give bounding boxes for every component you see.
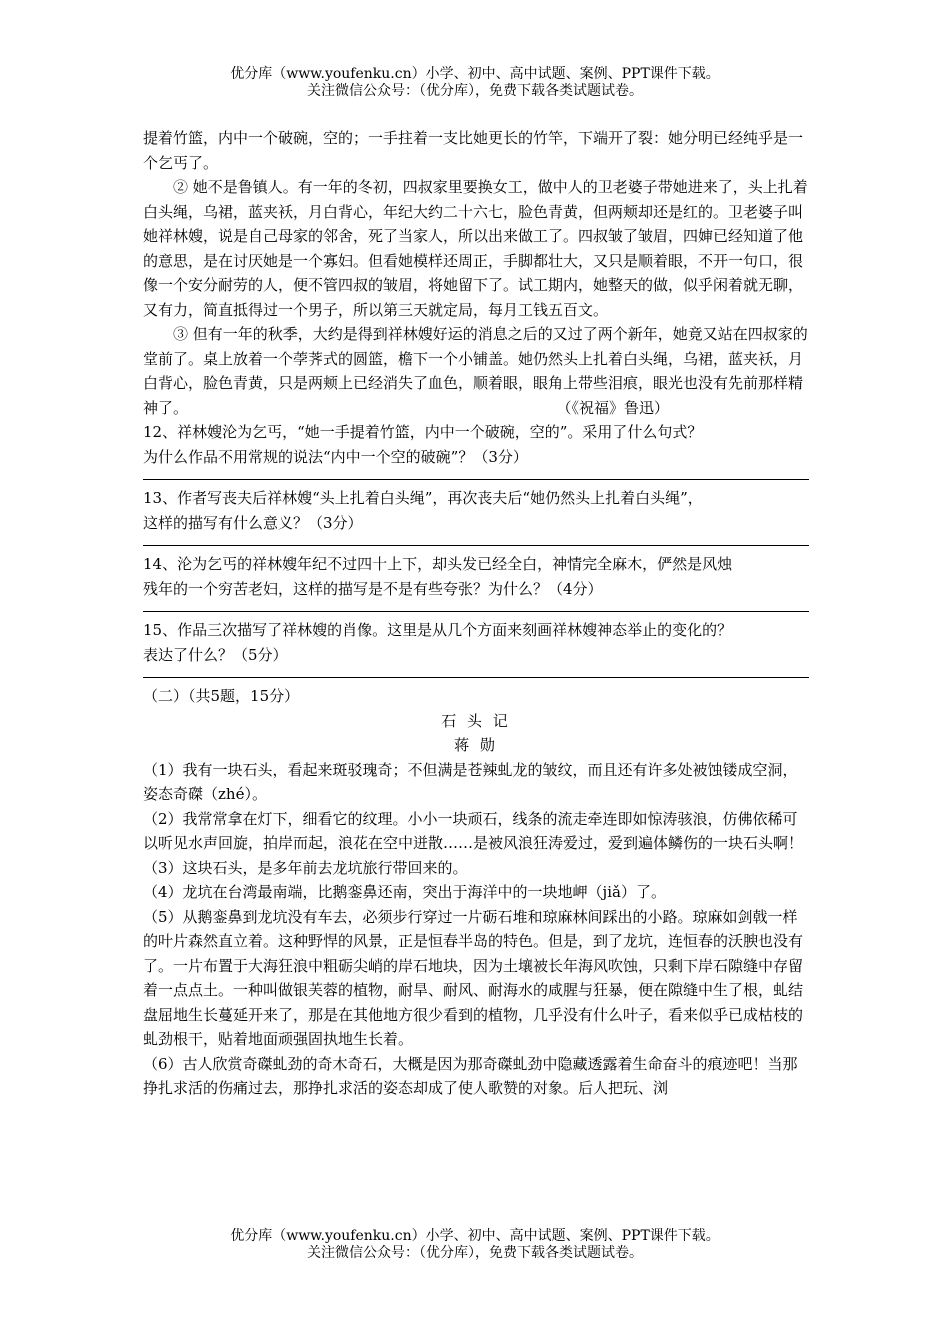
question-13-line-1: 13、作者写丧夫后祥林嫂“头上扎着白头绳”，再次丧夫后“她仍然头上扎着白头绳”， xyxy=(143,489,703,507)
article-paragraph-6: （6）古人欣赏奇磔虬劲的奇木奇石，大概是因为那奇磔虬劲中隐藏透露着生命奋斗的痕迹吧！当那挣扎求活的伤痛过去，那挣扎求活的姿态却成了使人歌赞的对象。后人把玩、浏 xyxy=(143,1054,798,1097)
footer-line-1: 优分库（www.youfenku.cn）小学、初中、高中试题、案例、PPT课件下载。 xyxy=(230,1228,720,1244)
question-13-line-2: 这样的描写有什么意义？（3分） xyxy=(143,513,363,532)
passage-source: （《祝福》鲁迅） xyxy=(556,398,669,417)
passage-paragraph-3 xyxy=(143,322,809,420)
question-15-line-1: 15、作品三次描写了祥林嫂的肖像。这里是从几个方面来刻画祥林嫂神态举止的变化的？ xyxy=(143,621,733,639)
question-15-line-2: 表达了什么？（5分） xyxy=(143,645,288,664)
passage-paragraph-3-text: ③ 但有一年的秋季，大约是得到祥林嫂好运的消息之后的又过了两个新年，她竟又站在四叔家的堂前了。桌上放着一个荸荠式的圆篮，檐下一个小铺盖。她仍然头上扎着白头绳，乌裙，蓝夹袄，月白背心，脸色青黄，只是两颊上已经消失了血色，顺着眼，眼角上带些泪痕，眼光也没有先前那样精神了。 xyxy=(143,325,808,417)
article-paragraph-2: （2）我常常拿在灯下，细看它的纹理。小小一块顽石，线条的流走牵连即如惊涛骇浪，仿佛依稀可以听见水声回旋，拍岸而起，浪花在空中迸散……是被风浪狂涛爱过，爱到遍体鳞伤的一块石头啊！ xyxy=(143,809,804,852)
answer-line-15[interactable] xyxy=(143,667,809,678)
question-12-line-2: 为什么作品不用常规的说法“内中一个空的破碗”？（3分） xyxy=(143,447,528,466)
answer-line-14[interactable] xyxy=(143,601,809,612)
question-12-line-1: 12、祥林嫂沦为乞丐，“她一手提着竹篮，内中一个破碗，空的”。采用了什么句式？ xyxy=(143,423,703,441)
article-paragraph-4: （4）龙坑在台湾最南端，比鹅銮鼻还南，突出于海洋中的一块地岬（jiǎ）了。 xyxy=(143,883,666,901)
article-paragraph-1: （1）我有一块石头，看起来斑驳瑰奇；不但满是苍辣虬龙的皱纹，而且还有许多处被蚀镂成空洞，姿态奇磔（zhé）。 xyxy=(143,760,798,803)
article-title: 石 头 记 xyxy=(441,711,511,730)
header-line-1: 优分库（www.youfenku.cn）小学、初中、高中试题、案例、PPT课件下载。 xyxy=(230,66,720,82)
question-14-line-2: 残年的一个穷苦老妇，这样的描写是不是有些夸张？为什么？（4分） xyxy=(143,579,603,598)
passage-paragraph-2: ② 她不是鲁镇人。有一年的冬初，四叔家里要换女工，做中人的卫老婆子带她进来了，头上扎着白头绳，乌裙，蓝夹袄，月白背心，年纪大约二十六七，脸色青黄，但两颊却还是红的。卫老婆子叫她祥林嫂，说是自己母家的邻舍，死了当家人，所以出来做工了。四叔皱了皱眉，四婶已经知道了他的意思，是在讨厌她是一个寡妇。但看她模样还周正，手脚都壮大，又只是顺着眼，不开一句口，很像一个安分耐劳的人，便不管四叔的皱眉，将她留下了。试工期内，她整天的做，似乎闲着就无聊，又有力，简直抵得过一个男子，所以第三天就定局，每月工钱五百文。 xyxy=(143,178,808,319)
section-2-heading: （二）（共5题，15分） xyxy=(143,687,300,705)
document-body xyxy=(143,126,809,1101)
page-header xyxy=(0,66,950,100)
header-line-2: 关注微信公众号：（优分库），免费下载各类试题试卷。 xyxy=(307,83,643,99)
answer-line-13[interactable] xyxy=(143,535,809,546)
article-paragraph-3: （3）这块石头，是多年前去龙坑旅行带回来的。 xyxy=(143,858,468,877)
footer-line-2: 关注微信公众号：（优分库），免费下载各类试题试卷。 xyxy=(307,1245,643,1261)
answer-line-12[interactable] xyxy=(143,469,809,480)
article-author: 蒋 勋 xyxy=(454,736,498,754)
passage-continuation: 提着竹篮，内中一个破碗，空的；一手拄着一支比她更长的竹竿，下端开了裂：她分明已经纯乎是一个乞丐了。 xyxy=(143,129,804,172)
page-footer xyxy=(0,1228,950,1262)
article-paragraph-5: （5）从鹅銮鼻到龙坑没有车去，必须步行穿过一片砺石堆和琼麻林间踩出的小路。琼麻如剑戟一样的叶片森然直立着。这种野悍的风景，正是恒春半岛的特色。但是，到了龙坑，连恒春的沃腴也没有了。一片布置于大海狂浪中粗砺尖峭的岸石地块，因为土壤被长年海风吹蚀，只剩下岸石隙缝中存留着一点点土。一种叫做银芙蓉的植物，耐旱、耐风、耐海水的咸腥与狂暴，便在隙缝中生了根，虬结盘屈地生长蔓延开来了，那是在其他地方很少看到的植物，几乎没有什么叶子，看来似乎已成枯枝的虬劲根干，贴着地面顽强固执地生长着。 xyxy=(143,907,804,1048)
question-14-line-1: 14、沦为乞丐的祥林嫂年纪不过四十上下，却头发已经全白，神情完全麻木，俨然是风烛 xyxy=(143,555,733,573)
